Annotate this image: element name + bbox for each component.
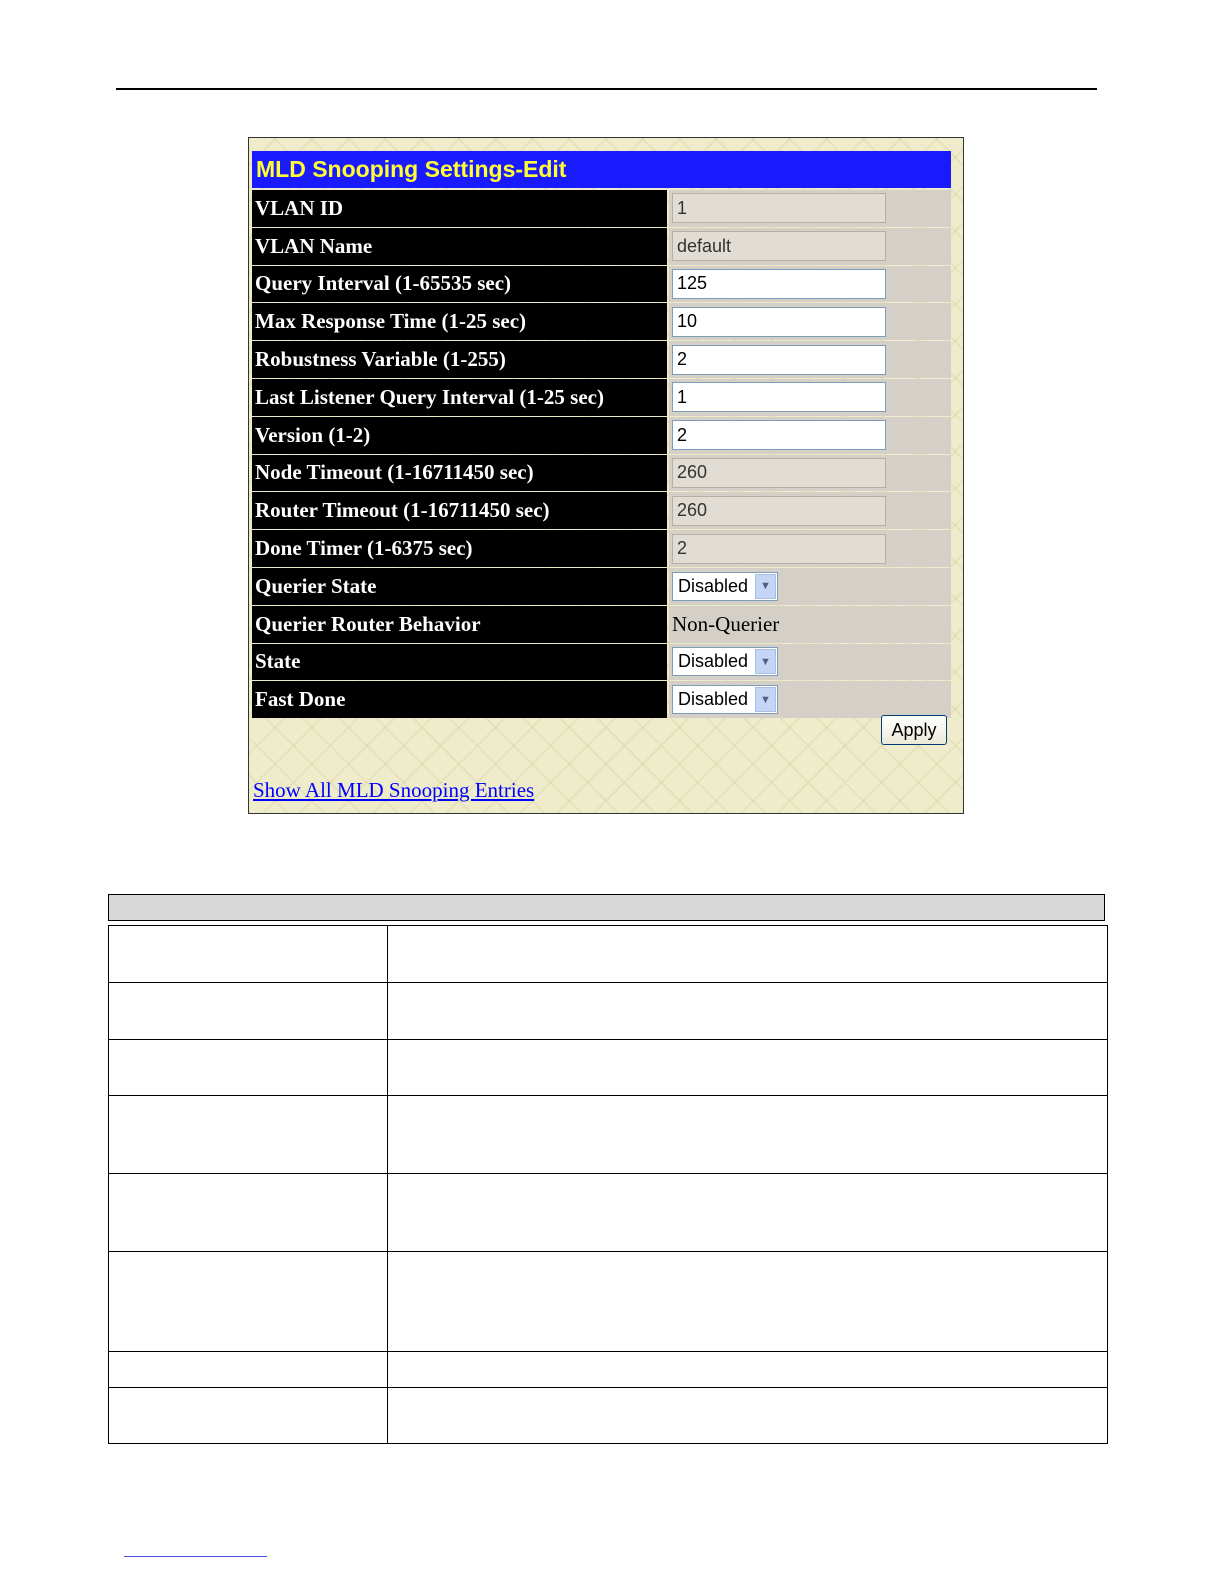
panel-title: MLD Snooping Settings-Edit: [252, 151, 951, 188]
querier-router-behavior-value: Non-Querier: [672, 611, 780, 636]
field-label: Query Interval (1-65535 sec): [252, 266, 667, 303]
row-querier-state: [252, 568, 951, 605]
description-table-header: [108, 894, 1105, 921]
row-state: [252, 644, 951, 681]
version-input[interactable]: 2: [672, 420, 886, 450]
row-router-timeout: [252, 492, 951, 529]
field-label: Version (1-2): [252, 417, 667, 454]
row-fast-done: [252, 681, 951, 718]
state-select[interactable]: [672, 647, 778, 676]
table-row: [109, 1096, 1108, 1174]
field-label: Fast Done: [252, 681, 667, 718]
select-value: Disabled: [678, 651, 749, 672]
field-label: Node Timeout (1-16711450 sec): [252, 455, 667, 492]
field-label: VLAN ID: [252, 190, 667, 227]
max-response-time-input[interactable]: 10: [672, 307, 886, 337]
row-last-listener-query-interval: [252, 379, 951, 416]
row-vlan-name: [252, 228, 951, 265]
field-label: Max Response Time (1-25 sec): [252, 303, 667, 340]
chevron-down-icon[interactable]: ▼: [755, 574, 776, 599]
query-interval-input[interactable]: 125: [672, 269, 886, 299]
table-row: [109, 1174, 1108, 1252]
field-label: Router Timeout (1-16711450 sec): [252, 492, 667, 529]
node-timeout-field: 260: [672, 458, 886, 488]
chevron-down-icon[interactable]: ▼: [755, 649, 776, 674]
table-row: [109, 1252, 1108, 1352]
querier-state-select[interactable]: [672, 572, 778, 601]
robustness-variable-input[interactable]: 2: [672, 345, 886, 375]
table-row: [109, 1040, 1108, 1096]
description-table: [108, 925, 1108, 1444]
table-row: [109, 1388, 1108, 1444]
chevron-down-icon[interactable]: ▼: [755, 687, 776, 712]
row-max-response-time: [252, 303, 951, 340]
table-row: [109, 926, 1108, 983]
select-value: Disabled: [678, 575, 749, 596]
field-label: Done Timer (1-6375 sec): [252, 530, 667, 567]
row-querier-router-behavior: [252, 606, 951, 643]
settings-rows: [252, 190, 951, 719]
field-label: VLAN Name: [252, 228, 667, 265]
row-done-timer: [252, 530, 951, 567]
router-timeout-field: 260: [672, 496, 886, 526]
field-label: Last Listener Query Interval (1-25 sec): [252, 379, 667, 416]
done-timer-field: 2: [672, 534, 886, 564]
fast-done-select[interactable]: [672, 685, 778, 714]
row-version: [252, 417, 951, 454]
show-all-mld-snooping-entries-link[interactable]: Show All MLD Snooping Entries: [253, 778, 535, 802]
table-row: [109, 1352, 1108, 1388]
select-value: Disabled: [678, 689, 749, 710]
row-robustness-variable: [252, 341, 951, 378]
vlan-id-field: 1: [672, 193, 886, 223]
field-label: Querier Router Behavior: [252, 606, 667, 643]
apply-button[interactable]: Apply: [881, 715, 947, 745]
field-label: Robustness Variable (1-255): [252, 341, 667, 378]
field-label: State: [252, 644, 667, 681]
field-label: Querier State: [252, 568, 667, 605]
page-header-rule: [116, 88, 1097, 90]
mld-snooping-settings-panel: [248, 137, 964, 814]
table-row: [109, 983, 1108, 1040]
row-vlan-id: [252, 190, 951, 227]
footer-link-underline: [124, 1556, 267, 1557]
row-query-interval: [252, 266, 951, 303]
vlan-name-field: default: [672, 231, 886, 261]
last-listener-query-interval-input[interactable]: 1: [672, 382, 886, 412]
row-node-timeout: [252, 455, 951, 492]
